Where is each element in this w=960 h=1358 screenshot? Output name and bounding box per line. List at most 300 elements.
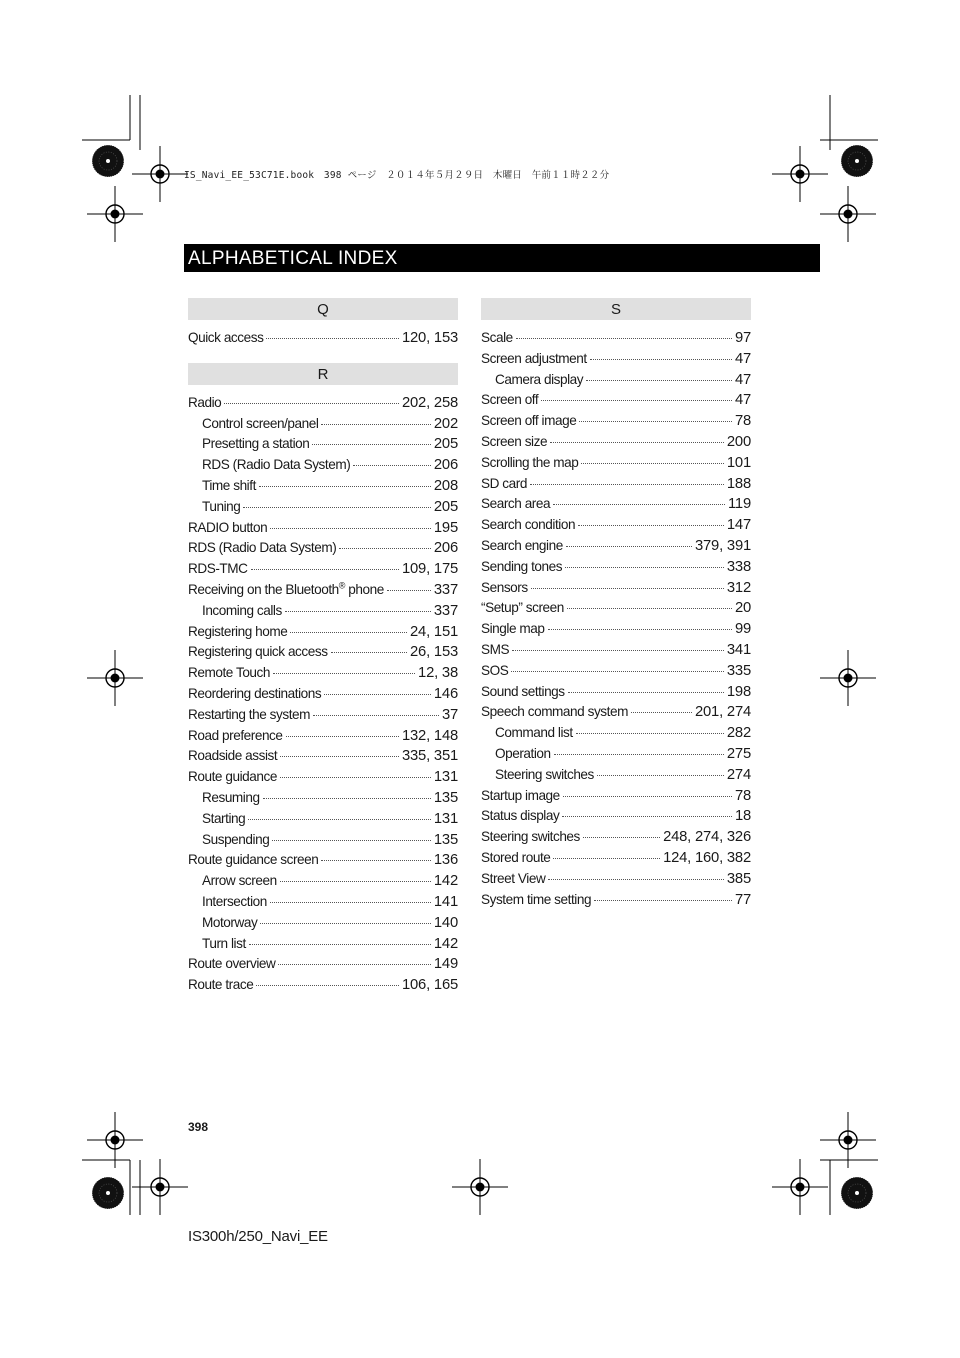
dot-leader: [530, 484, 724, 485]
entry-page-numbers[interactable]: 47: [734, 350, 751, 367]
entry-term: [481, 621, 545, 636]
entry-term-text: Steering switches: [495, 766, 594, 782]
index-entry[interactable]: [481, 496, 751, 517]
dot-leader: [554, 754, 724, 755]
entry-term: [188, 582, 384, 597]
entry-term-text: Incoming calls: [202, 602, 282, 618]
dot-leader: [278, 964, 431, 965]
dot-leader: [273, 673, 415, 674]
entry-term-text: Turn list: [202, 935, 246, 951]
dot-leader: [260, 923, 431, 924]
entry-term: [202, 457, 350, 472]
entry-page-numbers[interactable]: 37: [441, 706, 458, 723]
entry-term: [188, 707, 310, 722]
index-entry[interactable]: [188, 330, 458, 351]
dot-leader: [568, 692, 724, 693]
entry-page-numbers[interactable]: 99: [734, 621, 751, 638]
entry-term: [481, 808, 559, 823]
index-entry[interactable]: [481, 850, 751, 871]
entry-page-numbers[interactable]: 188: [726, 475, 751, 492]
entry-page-numbers[interactable]: 18: [734, 808, 751, 825]
entry-page-numbers[interactable]: 149: [433, 956, 458, 973]
crosshair-mark-icon: [87, 650, 143, 706]
index-subentry[interactable]: [188, 915, 458, 936]
entry-page-numbers[interactable]: 135: [433, 831, 458, 848]
entry-page-numbers[interactable]: 201, 274: [695, 704, 751, 721]
index-subentry[interactable]: [188, 499, 458, 520]
entry-term-text: Registering quick access: [188, 644, 328, 660]
dot-leader: [280, 881, 431, 882]
entry-term-text: Sending tones: [481, 558, 563, 574]
dot-leader: [280, 756, 399, 757]
entry-page-numbers[interactable]: 198: [726, 683, 751, 700]
entry-term: [495, 725, 573, 740]
entry-term: [202, 936, 246, 951]
dot-leader: [511, 671, 724, 672]
entry-term: [188, 956, 275, 971]
dot-leader: [339, 548, 431, 549]
entry-page-numbers[interactable]: 202, 258: [402, 394, 458, 411]
index-entry[interactable]: [481, 663, 751, 684]
entry-term: [188, 624, 287, 639]
index-entry[interactable]: [188, 707, 458, 728]
entry-term: [188, 977, 253, 992]
entry-page-numbers[interactable]: 202: [433, 415, 458, 432]
dot-leader: [541, 400, 732, 401]
index-subentry[interactable]: [481, 372, 751, 393]
entry-term: [495, 767, 594, 782]
index-entry[interactable]: [188, 644, 458, 665]
dot-leader: [249, 944, 431, 945]
entry-term: [481, 476, 527, 491]
dot-leader: [565, 567, 724, 568]
dot-leader: [562, 816, 732, 817]
index-letter-heading: R: [188, 363, 458, 385]
entry-term: [188, 644, 328, 659]
dot-leader: [597, 775, 724, 776]
index-entry[interactable]: [481, 434, 751, 455]
entry-term-text: Roadside assist: [188, 748, 278, 764]
index-entry[interactable]: [188, 769, 458, 790]
entry-page-numbers[interactable]: 20: [734, 600, 751, 617]
entry-term-text: Search area: [481, 496, 551, 512]
index-entry[interactable]: [188, 956, 458, 977]
entry-term: [481, 496, 550, 511]
entry-page-numbers[interactable]: 120, 153: [402, 330, 458, 346]
index-entry[interactable]: [481, 600, 751, 621]
entry-term-text: Screen off image: [481, 413, 577, 429]
dot-leader: [563, 796, 732, 797]
entry-page-numbers[interactable]: 206: [433, 457, 458, 474]
dot-leader: [512, 650, 724, 651]
entry-term-text: RDS (Radio Data System): [188, 540, 337, 556]
entry-term-text: Registering home: [188, 623, 288, 639]
index-entry[interactable]: [188, 686, 458, 707]
entry-term-text: Route trace: [188, 977, 254, 993]
index-entry[interactable]: [188, 395, 458, 416]
entry-term: [202, 811, 245, 826]
right-column: [481, 298, 751, 912]
dot-leader: [321, 424, 430, 425]
entry-term-text: Sensors: [481, 579, 528, 595]
index-subentry[interactable]: [188, 832, 458, 853]
crosshair-mark-icon: [820, 186, 876, 242]
index-subentry[interactable]: [188, 936, 458, 957]
entry-term-suffix: phone: [344, 581, 384, 597]
index-entry[interactable]: [188, 748, 458, 769]
dot-leader: [285, 611, 431, 612]
entry-term-text: SMS: [481, 641, 510, 657]
index-subentry[interactable]: [188, 436, 458, 457]
entry-term: [202, 478, 256, 493]
entry-term: [188, 748, 277, 763]
entry-term: [481, 413, 576, 428]
entry-term: [188, 686, 321, 701]
index-entry[interactable]: [188, 624, 458, 645]
entry-page-numbers[interactable]: 77: [734, 891, 751, 908]
entry-page-numbers[interactable]: 142: [433, 935, 458, 952]
entry-term-text: Intersection: [202, 893, 267, 909]
dot-leader: [313, 715, 439, 716]
index-subentry[interactable]: [481, 746, 751, 767]
entry-term-text: Road preference: [188, 727, 283, 743]
index-subentry[interactable]: [188, 416, 458, 437]
entry-term: [481, 434, 547, 449]
dot-leader: [590, 359, 732, 360]
left-column: [188, 298, 458, 998]
entry-term-text: Command list: [495, 725, 573, 741]
entry-term: [202, 499, 240, 514]
index-entry[interactable]: [188, 561, 458, 582]
index-entry[interactable]: [481, 788, 751, 809]
index-subentry[interactable]: [188, 811, 458, 832]
entry-term: [481, 392, 538, 407]
index-entry[interactable]: [188, 665, 458, 686]
dot-leader: [270, 528, 431, 529]
registration-starburst-icon: [841, 145, 873, 177]
index-entry[interactable]: [481, 517, 751, 538]
entry-term: [188, 852, 318, 867]
entry-page-numbers[interactable]: 274: [726, 766, 751, 783]
dot-leader: [631, 712, 692, 713]
entry-term-text: Restarting the system: [188, 706, 311, 722]
entry-page-numbers[interactable]: 205: [433, 436, 458, 453]
entry-page-numbers[interactable]: 379, 391: [695, 537, 751, 554]
entry-term-text: Motorway: [202, 914, 258, 930]
entry-page-numbers[interactable]: 312: [726, 579, 751, 596]
entry-term: [481, 330, 513, 345]
dot-leader: [531, 588, 724, 589]
dot-leader: [576, 733, 724, 734]
entry-term: [188, 540, 336, 555]
entry-term-text: Remote Touch: [188, 665, 271, 681]
index-entry[interactable]: [481, 892, 751, 913]
crosshair-mark-icon: [132, 146, 188, 202]
entry-page-numbers[interactable]: 47: [734, 392, 751, 409]
entry-term-text: Screen off: [481, 392, 539, 408]
crosshair-mark-icon: [772, 146, 828, 202]
index-entry[interactable]: [481, 642, 751, 663]
entry-term: [202, 894, 267, 909]
index-entry[interactable]: [188, 852, 458, 873]
entry-page-numbers[interactable]: 78: [734, 787, 751, 804]
entry-term: [481, 704, 628, 719]
registration-starburst-icon: [841, 1177, 873, 1209]
entry-term-text: Route guidance: [188, 769, 277, 785]
entry-term-text: Tuning: [202, 498, 241, 514]
entry-term-text: Startup image: [481, 787, 560, 803]
entry-page-numbers[interactable]: 101: [726, 454, 751, 471]
entry-term: [202, 832, 269, 847]
entry-page-numbers[interactable]: 146: [433, 685, 458, 702]
entry-page-numbers[interactable]: 335, 351: [402, 748, 458, 765]
page-title: ALPHABETICAL INDEX: [184, 244, 820, 272]
print-header: IS_Navi_EE_53C71E.book 398 ページ ２０１４年５月２９日 木曜日 午前１１時２２分: [184, 170, 610, 181]
dot-leader: [566, 546, 692, 547]
entry-page-numbers[interactable]: 47: [734, 371, 751, 388]
dot-leader: [312, 444, 431, 445]
entry-term: [481, 538, 563, 553]
entry-page-numbers[interactable]: 337: [433, 602, 458, 619]
entry-term-text: Presetting a station: [202, 436, 310, 452]
dot-leader: [353, 465, 431, 466]
entry-page-numbers[interactable]: 195: [433, 519, 458, 536]
page-number: 398: [188, 1120, 209, 1134]
entry-page-numbers[interactable]: 337: [433, 581, 458, 598]
entry-term: [481, 684, 565, 699]
dot-leader: [263, 798, 431, 799]
index-subentry[interactable]: [188, 603, 458, 624]
index-subentry[interactable]: [188, 790, 458, 811]
entry-term-text: Quick access: [188, 330, 264, 345]
entry-term-text: Control screen/panel: [202, 415, 319, 431]
index-entry[interactable]: [188, 582, 458, 603]
index-subentry[interactable]: [188, 894, 458, 915]
dot-leader: [270, 902, 431, 903]
entry-term-text: Search engine: [481, 537, 563, 553]
index-entry[interactable]: [481, 621, 751, 642]
entry-term-text: Arrow screen: [202, 873, 277, 889]
entry-term-text: Scrolling the map: [481, 454, 579, 470]
entry-term: [202, 416, 318, 431]
entry-term: [188, 728, 283, 743]
entry-term-text: RADIO button: [188, 519, 268, 535]
crosshair-mark-icon: [820, 650, 876, 706]
entry-term-text: Speech command system: [481, 704, 628, 720]
entry-term-text: RDS-TMC: [188, 561, 248, 577]
entry-page-numbers[interactable]: 385: [726, 870, 751, 887]
entry-page-numbers[interactable]: 78: [734, 413, 751, 430]
entry-page-numbers[interactable]: 109, 175: [402, 561, 458, 578]
index-subentry[interactable]: [481, 725, 751, 746]
index-letter-heading: S: [481, 298, 751, 320]
entry-term: [495, 746, 551, 761]
entry-page-numbers[interactable]: 205: [433, 498, 458, 515]
index-entry[interactable]: [481, 330, 751, 351]
dot-leader: [387, 590, 431, 591]
index-subentry[interactable]: [188, 873, 458, 894]
dot-leader: [550, 442, 724, 443]
entry-term-text: Starting: [202, 810, 246, 826]
dot-leader: [586, 380, 732, 381]
crosshair-mark-icon: [452, 1159, 508, 1215]
entry-page-numbers[interactable]: 338: [726, 558, 751, 575]
entry-page-numbers[interactable]: 140: [433, 914, 458, 931]
index-entry[interactable]: [188, 540, 458, 561]
index-entry[interactable]: [481, 684, 751, 705]
entry-page-numbers[interactable]: 206: [433, 540, 458, 557]
index-entry[interactable]: [481, 455, 751, 476]
dot-leader: [321, 860, 431, 861]
entry-term-text: Screen size: [481, 433, 548, 449]
entry-term-text: Resuming: [202, 789, 260, 805]
entry-term: [188, 330, 263, 345]
entry-page-numbers[interactable]: 335: [726, 662, 751, 679]
entry-term: [202, 873, 277, 888]
index-entry[interactable]: [188, 728, 458, 749]
entry-term-text: Screen adjustment: [481, 350, 587, 366]
dot-leader: [324, 694, 431, 695]
entry-term-text: Camera display: [495, 371, 584, 387]
entry-page-numbers[interactable]: 132, 148: [402, 727, 458, 744]
index-entry[interactable]: [481, 829, 751, 850]
entry-term: [202, 915, 257, 930]
dot-leader: [251, 569, 399, 570]
index-letter-heading: Q: [188, 298, 458, 320]
index-entry[interactable]: [481, 808, 751, 829]
entry-term: [481, 642, 509, 657]
dot-leader: [256, 985, 399, 986]
entry-page-numbers[interactable]: 24, 151: [410, 623, 458, 640]
entry-page-numbers[interactable]: 275: [726, 745, 751, 762]
entry-term: [481, 455, 578, 470]
entry-term: [481, 892, 591, 907]
entry-term: [188, 520, 267, 535]
entry-term-text: Reordering destinations: [188, 685, 322, 701]
entry-page-numbers[interactable]: 341: [726, 641, 751, 658]
entry-term: [481, 580, 528, 595]
dot-leader: [581, 463, 724, 464]
index-subentry[interactable]: [188, 457, 458, 478]
entry-term-text: Suspending: [202, 831, 270, 847]
dot-leader: [331, 652, 407, 653]
entry-term-text: Status display: [481, 808, 560, 824]
dot-leader: [583, 837, 660, 838]
crosshair-mark-icon: [87, 186, 143, 242]
entry-page-numbers[interactable]: 282: [726, 725, 751, 742]
section-spacer: [188, 351, 458, 363]
entry-page-numbers[interactable]: 136: [433, 852, 458, 869]
dot-leader: [579, 421, 732, 422]
entry-term-text: Radio: [188, 394, 222, 410]
entry-term-text: Street View: [481, 870, 546, 886]
entry-term-text: Sound settings: [481, 683, 565, 699]
dot-leader: [259, 486, 431, 487]
entry-term: [188, 769, 277, 784]
index-entry[interactable]: [481, 351, 751, 372]
entry-term-text: Time shift: [202, 477, 256, 493]
entry-term-text: Route overview: [188, 956, 276, 972]
index-entry[interactable]: [188, 977, 458, 998]
dot-leader: [266, 338, 399, 339]
dot-leader: [553, 858, 660, 859]
entry-page-numbers[interactable]: 12, 38: [418, 665, 458, 682]
index-entry[interactable]: [481, 538, 751, 559]
entry-term-text: “Setup” screen: [481, 600, 564, 616]
entry-page-numbers[interactable]: 142: [433, 873, 458, 890]
entry-term-text: Stored route: [481, 849, 551, 865]
entry-page-numbers[interactable]: 124, 160, 382: [663, 849, 751, 866]
index-entry[interactable]: [481, 580, 751, 601]
footer-manual-id: IS300h/250_Navi_EE: [188, 1228, 328, 1245]
dot-leader: [516, 338, 732, 339]
entry-page-numbers[interactable]: 119: [728, 496, 751, 513]
entry-term: [188, 561, 248, 576]
entry-term: [495, 372, 583, 387]
entry-page-numbers[interactable]: 106, 165: [402, 977, 458, 994]
dot-leader: [243, 507, 431, 508]
index-entry[interactable]: [481, 413, 751, 434]
registered-mark: ®: [338, 580, 345, 591]
entry-term-text: Scale: [481, 330, 513, 345]
entry-term: [481, 351, 587, 366]
entry-page-numbers[interactable]: 26, 153: [410, 644, 458, 661]
index-entry[interactable]: [481, 871, 751, 892]
entry-term: [202, 790, 260, 805]
index-subentry[interactable]: [481, 767, 751, 788]
entry-page-numbers[interactable]: 131: [433, 769, 458, 786]
dot-leader: [290, 632, 407, 633]
index-entry[interactable]: [481, 392, 751, 413]
entry-page-numbers[interactable]: 208: [433, 477, 458, 494]
entry-term: [481, 663, 508, 678]
entry-page-numbers[interactable]: 97: [734, 330, 751, 346]
entry-term-text: SOS: [481, 662, 509, 678]
entry-page-numbers[interactable]: 135: [433, 789, 458, 806]
entry-term: [481, 600, 564, 615]
entry-term: [188, 665, 270, 680]
entry-page-numbers[interactable]: 248, 274, 326: [663, 829, 751, 846]
entry-page-numbers[interactable]: 141: [433, 893, 458, 910]
index-entry[interactable]: [481, 704, 751, 725]
entry-term-text: Route guidance screen: [188, 852, 319, 868]
entry-term-text: Operation: [495, 745, 551, 761]
index-entry[interactable]: [481, 559, 751, 580]
entry-term: [202, 436, 309, 451]
dot-leader: [548, 879, 724, 880]
index-entry[interactable]: [481, 476, 751, 497]
entry-page-numbers[interactable]: 200: [726, 433, 751, 450]
dot-leader: [578, 525, 724, 526]
index-entry[interactable]: [188, 520, 458, 541]
index-subentry[interactable]: [188, 478, 458, 499]
entry-term: [481, 829, 580, 844]
dot-leader: [248, 819, 431, 820]
entry-page-numbers[interactable]: 147: [726, 517, 751, 534]
entry-term-text: SD card: [481, 475, 527, 491]
entry-term: [188, 395, 221, 410]
entry-page-numbers[interactable]: 131: [433, 810, 458, 827]
registration-starburst-icon: [92, 1177, 124, 1209]
entry-term-text: RDS (Radio Data System): [202, 457, 351, 473]
entry-term: [481, 559, 562, 574]
entry-term: [202, 603, 282, 618]
dot-leader: [553, 504, 725, 505]
entry-term-text: System time setting: [481, 891, 592, 907]
entry-term: [481, 517, 575, 532]
entry-term-text: Single map: [481, 621, 545, 637]
dot-leader: [224, 403, 399, 404]
